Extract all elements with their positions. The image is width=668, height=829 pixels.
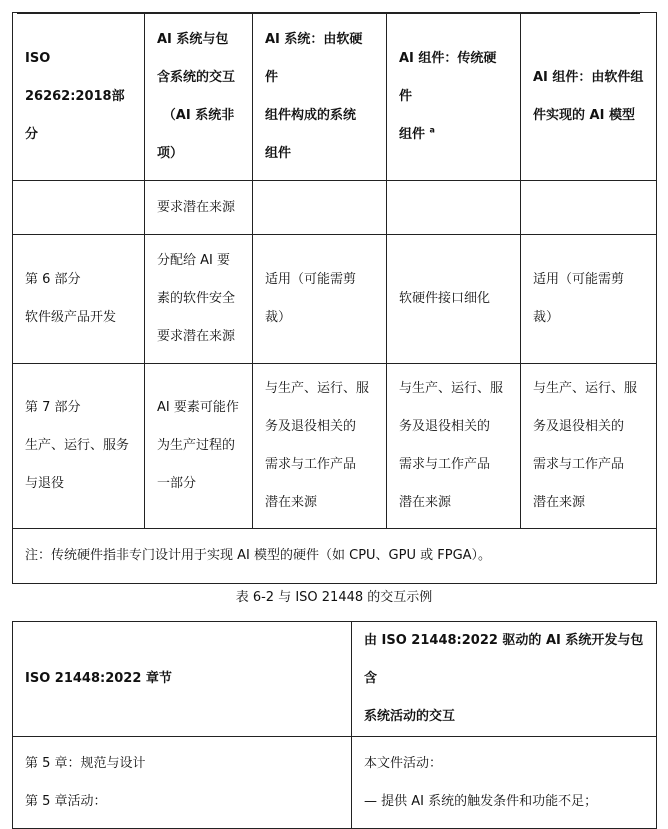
header-line: 项） bbox=[157, 145, 184, 161]
table-cell bbox=[521, 364, 657, 529]
cell-line: 生产、运行、服务 bbox=[25, 438, 130, 453]
cell-line: 适用（可能需剪 bbox=[533, 272, 625, 287]
table-cell bbox=[145, 235, 253, 364]
cell-line: 要求潜在来源 bbox=[157, 329, 236, 344]
cell-line: 潜在来源 bbox=[533, 495, 586, 510]
cell-line: 与生产、运行、服 bbox=[265, 381, 370, 396]
cell-line: 第 7 部分 bbox=[25, 400, 81, 415]
table-cell bbox=[13, 364, 145, 529]
header-cell-ai-system-component bbox=[253, 13, 387, 181]
table-cell bbox=[145, 364, 253, 529]
table-row bbox=[13, 364, 657, 529]
cell-line: 素的软件安全 bbox=[157, 291, 236, 306]
header-line: AI 系统：由软硬件 bbox=[265, 31, 363, 85]
cell-line: 与生产、运行、服 bbox=[399, 381, 504, 396]
iso21448-interaction-table bbox=[12, 621, 657, 829]
table-header-row bbox=[13, 622, 657, 737]
table-cell bbox=[13, 737, 352, 829]
table-cell bbox=[521, 235, 657, 364]
header-line: （AI 系统非 bbox=[162, 107, 235, 123]
cell-line: 务及退役相关的 bbox=[399, 419, 491, 434]
cell-line: 务及退役相关的 bbox=[265, 419, 357, 434]
cell-line: 第 5 章：规范与设计 bbox=[25, 756, 146, 771]
table-note-row bbox=[13, 529, 657, 584]
header-line: AI 组件：传统硬件 bbox=[399, 50, 497, 104]
header-cell-iso21448-clause bbox=[13, 622, 352, 737]
header-line: 组件构成的系统 bbox=[265, 107, 357, 123]
cell-line: 软件级产品开发 bbox=[25, 310, 117, 325]
cell-line: 第 6 部分 bbox=[25, 272, 81, 287]
table-row bbox=[13, 181, 657, 235]
header-line bbox=[399, 116, 508, 154]
cell-line: 与退役 bbox=[25, 476, 65, 491]
cell-line: 适用（可能需剪 bbox=[265, 272, 357, 287]
header-line: 含系统的交互 bbox=[157, 69, 236, 85]
cell-line: 软硬件接口细化 bbox=[399, 291, 491, 306]
cell-line: — 提供 AI 系统的触发条件和功能不足； bbox=[364, 794, 598, 809]
table-row bbox=[13, 235, 657, 364]
header-cell-iso26262-part bbox=[13, 13, 145, 181]
header-cell-ai-hardware-component bbox=[387, 13, 521, 181]
table-note: 注：传统硬件指非专门设计用于实现 AI 模型的硬件（如 CPU、GPU 或 FPGA）。 bbox=[13, 529, 657, 584]
footnote-marker: a bbox=[429, 125, 435, 135]
cell-line: 需求与工作产品 bbox=[265, 457, 357, 472]
header-cell-ai-development-interaction bbox=[352, 622, 657, 737]
table-cell bbox=[387, 181, 521, 235]
table-caption: 表 6-2 与 ISO 21448 的交互示例 bbox=[235, 590, 433, 605]
cell-line: 务及退役相关的 bbox=[533, 419, 625, 434]
header-cell-ai-system-interaction bbox=[145, 13, 253, 181]
cell-line: 第 5 章活动： bbox=[25, 794, 107, 809]
cell-line: 需求与工作产品 bbox=[533, 457, 625, 472]
header-text: 组件 bbox=[399, 126, 426, 142]
table-cell bbox=[145, 181, 253, 235]
table-header-row bbox=[13, 13, 657, 181]
table-cell bbox=[253, 181, 387, 235]
cell-line: 与生产、运行、服 bbox=[533, 381, 638, 396]
table-cell bbox=[253, 364, 387, 529]
cell-line: 要求潜在来源 bbox=[157, 199, 236, 215]
cell-line: 裁） bbox=[265, 310, 292, 325]
header-line: 组件 bbox=[265, 145, 292, 161]
table-row bbox=[13, 737, 657, 829]
cell-line: 一部分 bbox=[157, 476, 197, 491]
header-line: AI 系统与包 bbox=[157, 31, 229, 47]
cell-line: 分配给 AI 要 bbox=[157, 253, 230, 268]
table-cell bbox=[253, 235, 387, 364]
header-line: 由 ISO 21448:2022 驱动的 AI 系统开发与包含 bbox=[364, 633, 644, 686]
cell-line: 需求与工作产品 bbox=[399, 457, 491, 472]
table-cell bbox=[521, 181, 657, 235]
header-cell-ai-software-model bbox=[521, 13, 657, 181]
header-line: AI 组件：由软件组 bbox=[533, 69, 644, 85]
table-cell bbox=[387, 364, 521, 529]
cell-line: 为生产过程的 bbox=[157, 438, 236, 453]
table-cell bbox=[13, 235, 145, 364]
header-line: 系统活动的交互 bbox=[364, 709, 456, 724]
cell-line: 潜在来源 bbox=[399, 495, 452, 510]
cell-line: 潜在来源 bbox=[265, 495, 318, 510]
table-cell bbox=[352, 737, 657, 829]
table-cell bbox=[387, 235, 521, 364]
cell-line: 本文件活动： bbox=[364, 756, 443, 771]
cell-line: AI 要素可能作 bbox=[157, 400, 239, 415]
table-cell bbox=[13, 181, 145, 235]
header-text: ISO 26262:2018部分 bbox=[25, 50, 125, 142]
header-text: ISO 21448:2022 章节 bbox=[25, 671, 172, 686]
header-line: 件实现的 AI 模型 bbox=[533, 107, 635, 123]
cell-line: 裁） bbox=[533, 310, 560, 325]
iso26262-interaction-table bbox=[12, 12, 657, 584]
